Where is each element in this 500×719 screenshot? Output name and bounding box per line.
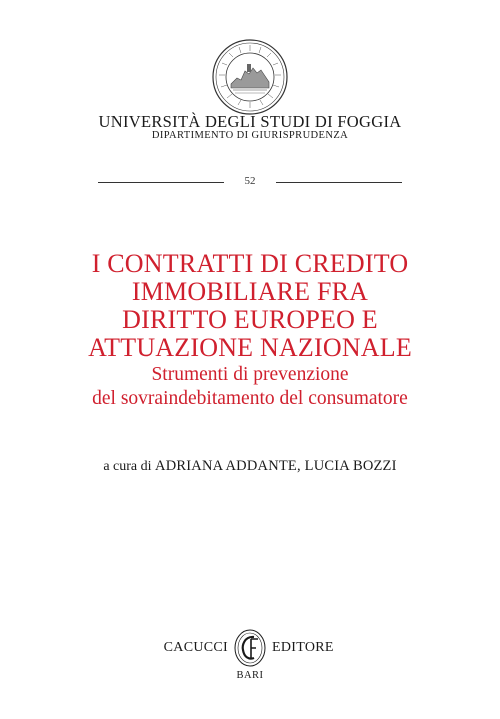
curators-prefix: a cura di	[103, 459, 152, 474]
publisher-imprint	[0, 628, 500, 668]
title-line: I CONTRATTI DI CREDITO	[91, 249, 409, 278]
subtitle-line: del sovraindebitamento del consumatore	[92, 388, 408, 409]
title-line: IMMOBILIARE FRA	[131, 277, 369, 306]
series-divider-left	[98, 182, 224, 183]
title-line: ATTUAZIONE NAZIONALE	[88, 333, 412, 362]
university-name: UNIVERSITÀ DEGLI STUDI DI FOGGIA	[98, 112, 402, 131]
curators-names: ADRIANA ADDANTE, LUCIA BOZZI	[155, 458, 397, 474]
university-seal-icon	[211, 38, 289, 116]
publisher-name-right: EDITORE	[272, 640, 334, 655]
series-divider-right	[276, 182, 402, 183]
subtitle-line: Strumenti di prevenzione	[151, 364, 349, 385]
department-name: DIPARTIMENTO DI GIURISPRUDENZA	[151, 130, 349, 141]
series-number: 52	[244, 175, 256, 187]
title-line: DIRITTO EUROPEO E	[122, 305, 378, 334]
book-title-block	[40, 250, 460, 411]
publisher-name-left: CACUCCI	[163, 640, 228, 655]
curators	[0, 458, 500, 475]
cacucci-ce-monogram-icon	[232, 628, 268, 668]
publisher-city: BARI	[236, 670, 264, 681]
